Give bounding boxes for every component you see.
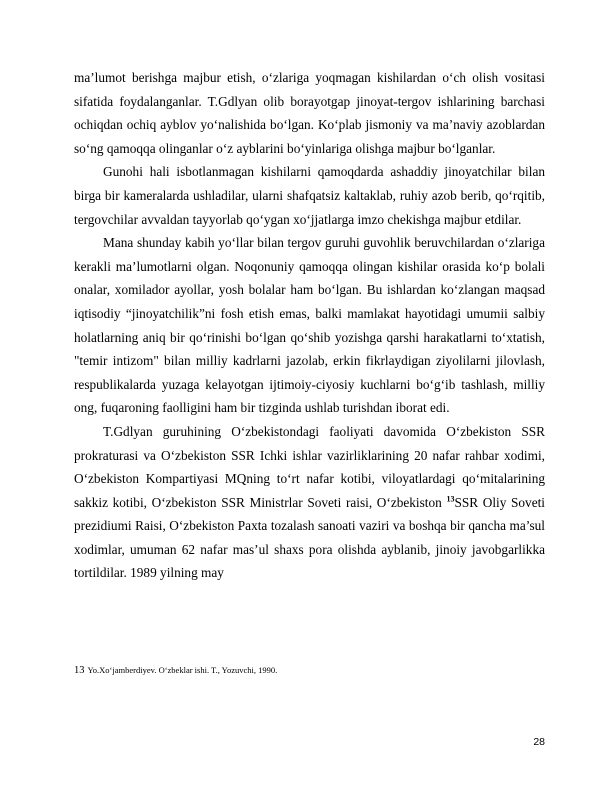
body-text (74, 66, 545, 585)
footnote-reference[interactable]: 13 (446, 494, 455, 504)
paragraph-4-part-2: SSR Oliy Soveti prezidiumi Raisi, O‘zbekiston Paxta tozalash sanoati vaziri va boshqa bir qancha ma’sul xodimlar, umuman 62 nafar mas’ul shaxs pora olishda ayblanib, jinoiy javobgarlikka tortildilar. 1989 yilning may (74, 494, 545, 581)
paragraph-4-part-1: T.Gdlyan guruhining O‘zbekistondagi faoliyati davomida O‘zbekiston SSR prokraturasi va O‘zbekiston SSR Ichki ishlar vazirliklarining 20 nafar rahbar xodimi, O‘zbekiston Kompartiyasi MQning to‘rt nafar kotibi, viloyatlardagi qo‘mitalarining sakkiz kotibi, O‘zbekiston SSR Ministrlar Soveti raisi, O‘zbekiston (74, 423, 545, 510)
paragraph-3: Mana shunday kabih yo‘llar bilan tergov guruhi guvohlik beruvchilardan o‘zlariga kerakli ma’lumotlarni olgan. Noqonuniy qamoqqa olingan kishilar orasida ko‘p bolali onalar, xomilador ayollar, yosh bolalar ham bo‘lgan. Bu ishlardan ko‘zlangan maqsad iqtisodiy “jinoyatchilik”ni fosh etish emas, balki mamlakat hayotidagi umumii salbiy holatlarning aniq bir qo‘rinishi bo‘lgan qo‘shib yozishga qarshi harakatlarni to‘xtatish, "temir intizom" bilan milliy kadrlarni jazolab, erkin fikrlaydigan ziyolilarni jilovlash, respublikalarda yuzaga kelayotgan ijtimoiy-ciyosiy kuchlarni bo‘g‘ib tashlash, milliy ong, fuqaroning faolligini ham bir tizginda ushlab turishdan iborat edi. (74, 235, 545, 416)
footnote-number: 13 (74, 665, 85, 676)
page-number: 28 (533, 736, 545, 748)
paragraph-2: Gunohi hali isbotlanmagan kishilarni qamoqdarda ashaddiy jinoyatchilar bilan birga bir kameralarda ushladilar, ularni shafqatsiz kaltaklab, ruhiy azob berib, qo‘rqitib, tergovchilar avvaldan tayyorlab qo‘ygan xo‘jjatlarga imzo chekishga majbur etdilar. (74, 164, 545, 227)
paragraph-4 (74, 420, 545, 585)
paragraph-1: ma’lumot berishga majbur etish, o‘zlariga yoqmagan kishilardan o‘ch olish vositasi sifatida foydalanganlar. T.Gdlyan olib borayotgap jinoyat-tergov ishlarining barchasi ochiqdan ochiq ayblov yo‘nalishida bo‘lgan. Ko‘plab jismoniy va ma’naviy azoblardan so‘ng qamoqqa olinganlar o‘z ayblarini bo‘yinlariga olishga majbur bo‘lganlar. (74, 70, 545, 156)
footnote (74, 665, 545, 676)
footnote-text: Yo.Xo‘jamberdiyev. O‘zbeklar ishi. T., Yozuvchi, 1990. (87, 665, 278, 675)
